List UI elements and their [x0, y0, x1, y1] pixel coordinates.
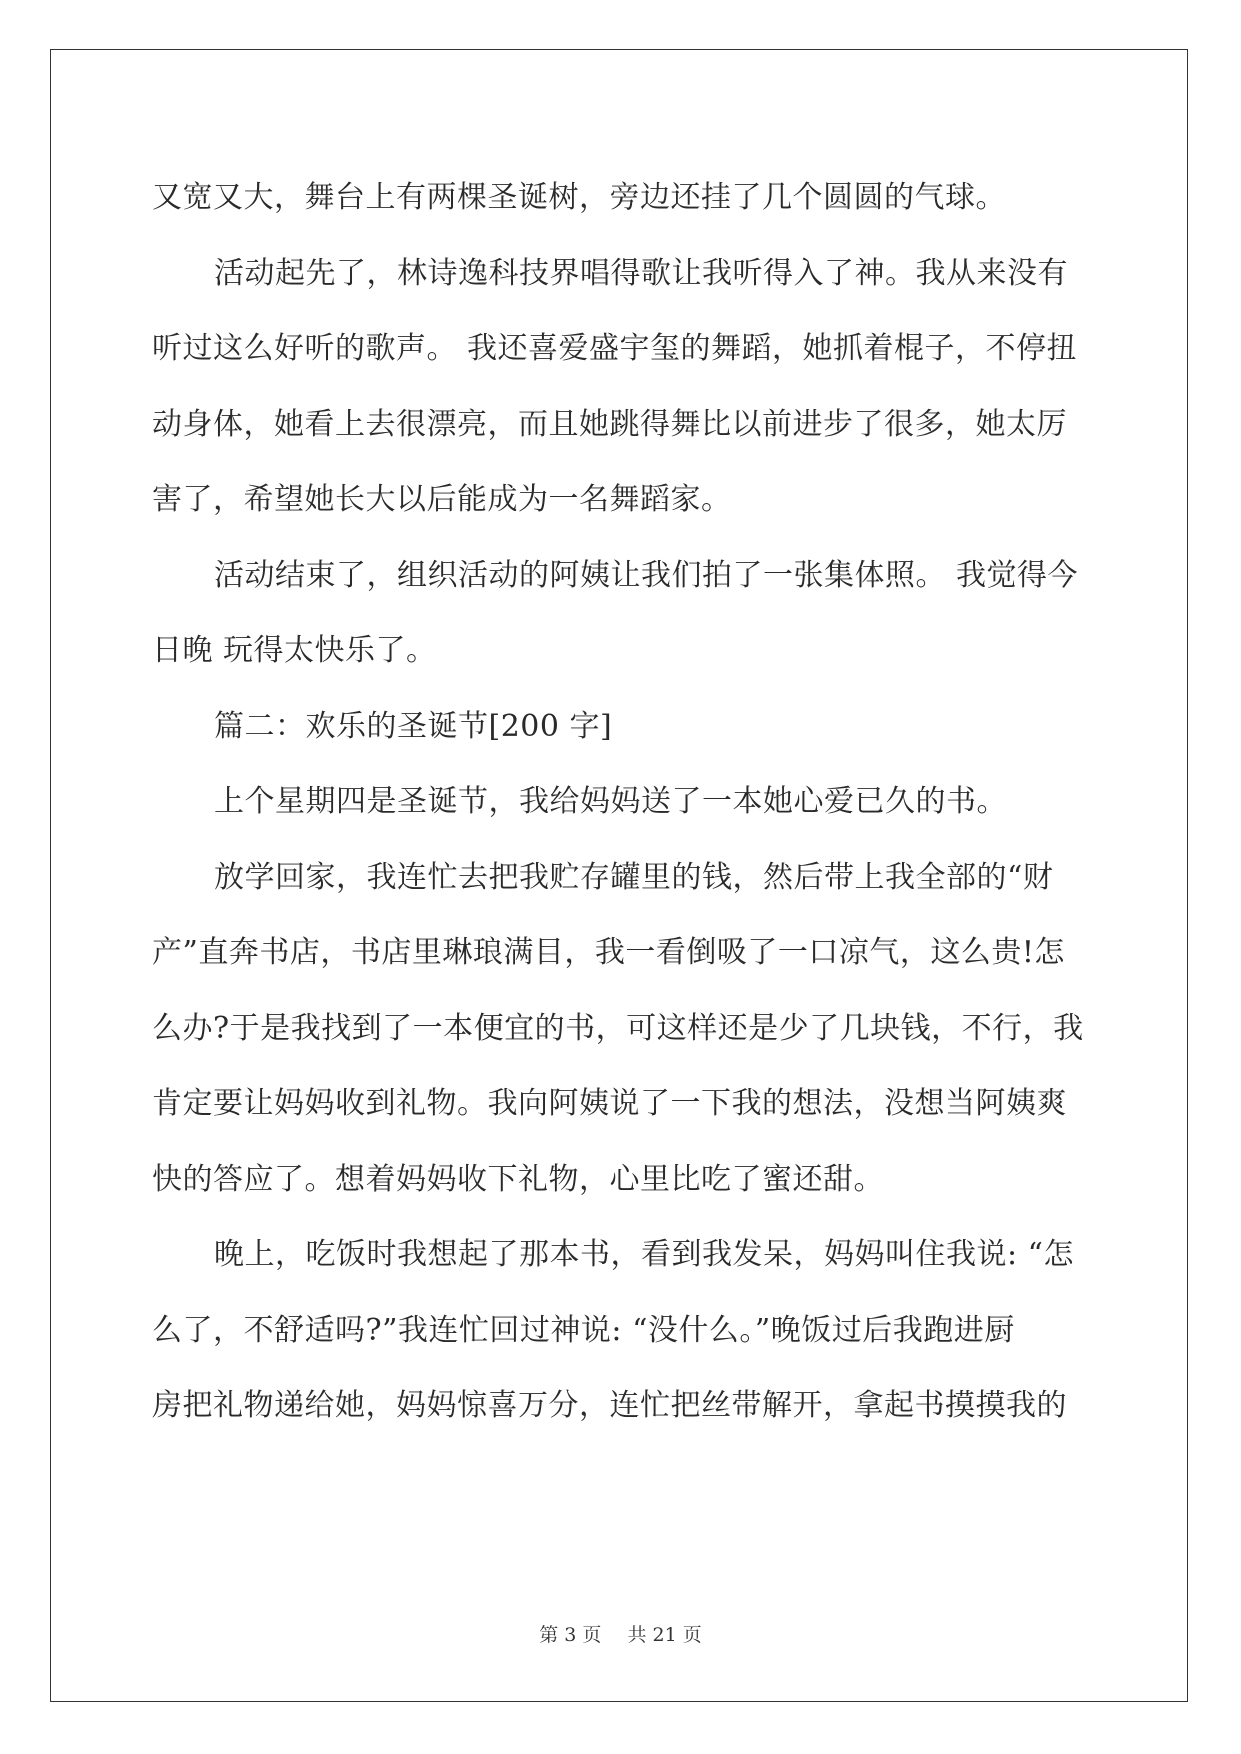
page-footer [0, 1620, 1241, 1647]
text-line: 么了，不舒适吗?”我连忙回过神说: “没什么。”晚饭过后我跑进厨 [152, 1312, 1015, 1348]
text-line: 产”直奔书店，书店里琳琅满目，我一看倒吸了一口凉气，这么贵!怎 [152, 935, 1065, 970]
text-line: 活动结束了，组织活动的阿姨让我们拍了一张集体照。 我觉得今 [214, 557, 1079, 593]
text-line: 快的答应了。想着妈妈收下礼物，心里比吃了蜜还甜。 [152, 1161, 884, 1197]
text-line: 上个星期四是圣诞节，我给妈妈送了一本她心爱已久的书。 [214, 784, 1007, 819]
text-line: 晚上，吃饭时我想起了那本书，看到我发呆，妈妈叫住我说: “怎 [214, 1237, 1074, 1272]
page-number: 第 3 页 [539, 1624, 602, 1646]
text-line: 日晚 玩得太快乐了。 [152, 633, 437, 668]
text-line: 放学回家，我连忙去把我贮存罐里的钱，然后带上我全部的“财 [214, 859, 1054, 895]
text-line: 房把礼物递给她，妈妈惊喜万分，连忙把丝带解开，拿起书摸摸我的 [152, 1388, 1067, 1423]
section-heading: 篇二：欢乐的圣诞节[200 字] [214, 708, 613, 744]
text-line: 肯定要让妈妈收到礼物。我向阿姨说了一下我的想法，没想当阿姨爽 [152, 1086, 1067, 1121]
text-line: 么办?于是我找到了一本便宜的书，可这样还是少了几块钱，不行，我 [152, 1010, 1084, 1046]
text-line: 动身体，她看上去很漂亮，而且她跳得舞比以前进步了很多，她太厉 [152, 406, 1067, 442]
text-line: 害了，希望她长大以后能成为一名舞蹈家。 [152, 482, 732, 517]
document-body [152, 160, 1090, 1444]
text-line: 听过这么好听的歌声。 我还喜爱盛宇玺的舞蹈，她抓着棍子，不停扭 [152, 331, 1078, 366]
page-total: 共 21 页 [627, 1624, 702, 1646]
text-line: 活动起先了，林诗逸科技界唱得歌让我听得入了神。我从来没有 [214, 255, 1068, 291]
text-line: 又宽又大，舞台上有两棵圣诞树，旁边还挂了几个圆圆的气球。 [152, 180, 1006, 215]
